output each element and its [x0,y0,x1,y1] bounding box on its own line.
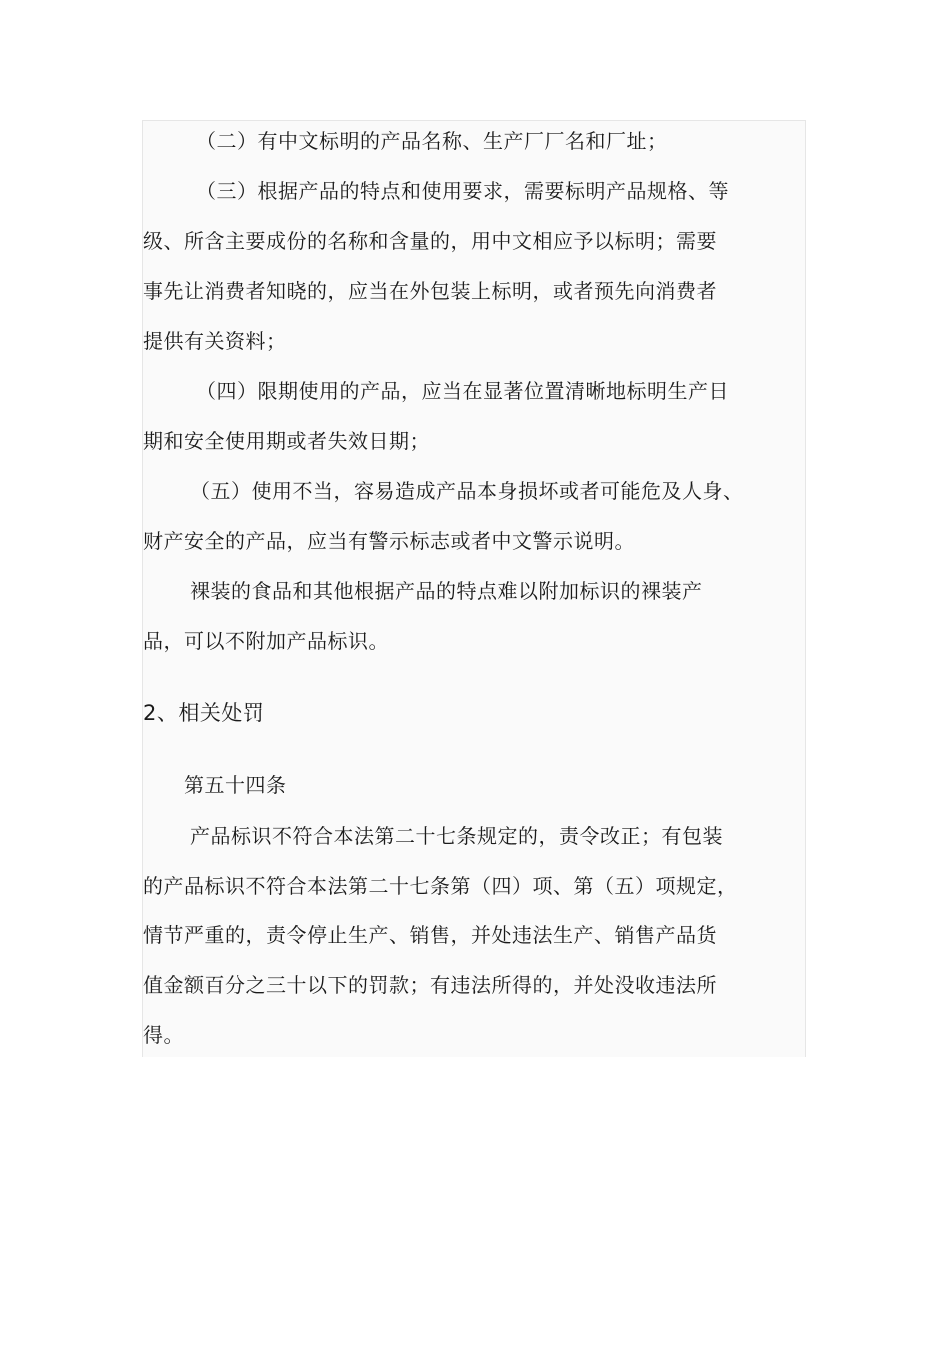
paragraph-item-3-line-3: 事先让消费者知晓的，应当在外包装上标明，或者预先向消费者 [143,279,717,303]
article-body-line-4: 值金额百分之三十以下的罚款；有违法所得的，并处没收违法所 [143,973,717,997]
article-body-line-2: 的产品标识不符合本法第二十七条第（四）项、第（五）项规定， [143,874,738,898]
paragraph-bare-goods-line-2: 品，可以不附加产品标识。 [143,629,389,653]
paragraph-item-3-line-2: 级、所含主要成份的名称和含量的，用中文相应予以标明；需要 [143,229,717,253]
paragraph-item-4-line-1: （四）限期使用的产品，应当在显著位置清晰地标明生产日 [196,379,729,403]
paragraph-item-5-line-2: 财产安全的产品，应当有警示标志或者中文警示说明。 [143,529,635,553]
section-heading: 2、相关处罚 [143,701,265,725]
article-title: 第五十四条 [184,773,287,797]
paragraph-item-5-line-1: （五）使用不当，容易造成产品本身损坏或者可能危及人身、 [190,479,744,503]
paragraph-item-4-line-2: 期和安全使用期或者失效日期； [143,429,430,453]
paragraph-item-3-line-1: （三）根据产品的特点和使用要求，需要标明产品规格、等 [196,179,729,203]
paragraph-item-3-line-4: 提供有关资料； [143,329,287,353]
article-body-line-3: 情节严重的，责令停止生产、销售，并处违法生产、销售产品货 [143,923,717,947]
paragraph-bare-goods-line-1: 裸装的食品和其他根据产品的特点难以附加标识的裸装产 [190,579,703,603]
article-body-line-1: 产品标识不符合本法第二十七条规定的，责令改正；有包装 [190,824,723,848]
paragraph-item-2: （二）有中文标明的产品名称、生产厂厂名和厂址； [196,129,668,153]
article-body-line-5: 得。 [143,1023,184,1047]
